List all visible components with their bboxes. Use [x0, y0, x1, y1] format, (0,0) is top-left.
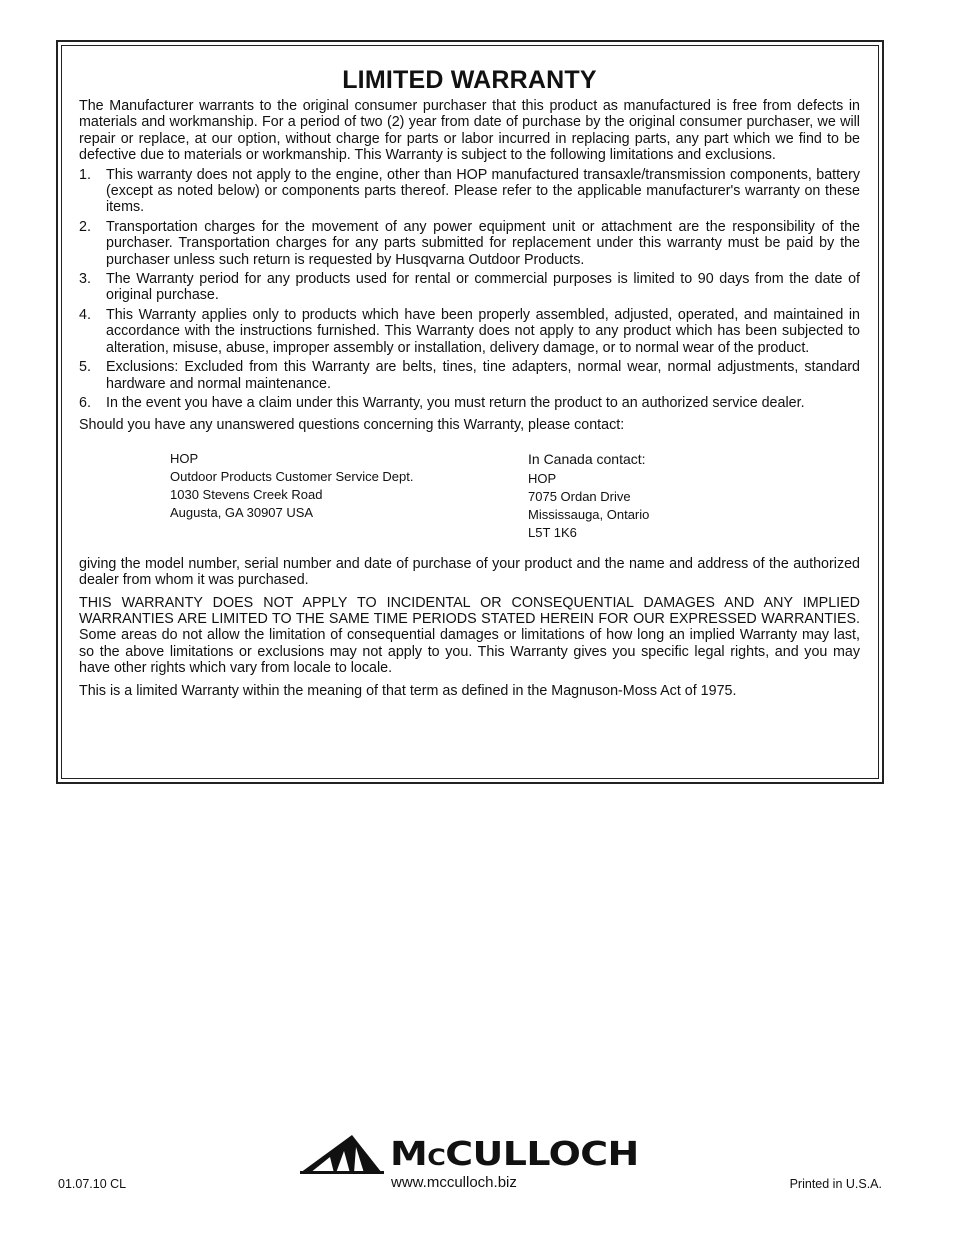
clause-item [79, 167, 860, 216]
clause-number: 6. [79, 394, 91, 411]
date-code: 01.07.10 CL [58, 1177, 127, 1191]
clause-text: This warranty does not apply to the engine, other than HOP manufactured transaxle/transmission components, battery (except as noted below) or components parts thereof. Please refer to the applicable manufacturer's warranty on these items. [106, 166, 860, 216]
logo-rest: CULLOCH [445, 1134, 639, 1173]
clause-number: 2. [79, 218, 91, 235]
addresses [79, 450, 860, 542]
warranty-inner-border [61, 45, 879, 779]
contact-prompt: Should you have any unanswered questions concerning this Warranty, please contact: [79, 417, 625, 434]
mcculloch-logo [300, 1133, 642, 1175]
clause-text: The Warranty period for any products used for rental or commercial purposes is limited to 90 days from the date of original purchase. [106, 271, 860, 304]
clause-number: 5. [79, 359, 91, 376]
canada-address [528, 450, 649, 542]
clause-number: 1. [79, 166, 91, 183]
clause-item [79, 359, 860, 392]
clause-number: 4. [79, 306, 91, 323]
clause-number: 3. [79, 271, 91, 288]
canada-address-line: L5T 1K6 [528, 524, 577, 540]
us-address-line: 1030 Stevens Creek Road [170, 486, 323, 502]
clause-text: Exclusions: Excluded from this Warranty are belts, tines, tine adapters, normal wear, normal adjustments, standard hardware and normal maintenance. [106, 359, 860, 392]
warranty-intro: The Manufacturer warrants to the original consumer purchaser that this product as manufactured is free from defects in materials and workmanship. For a period of two (2) year from date of purchase by the original consumer purchaser, we will repair or replace, at our option, without charge for parts or labor incurred in replacing parts, any part which we find to be defective due to materials or workmanship. This Warranty is subject to the following limitations and exclusions. [79, 98, 860, 164]
logo-emblem-icon [300, 1133, 390, 1175]
warranty-clauses [79, 167, 860, 412]
clause-text: This Warranty applies only to products which have been properly assembled, adjusted, operated, and maintained in accordance with the instructions furnished. This Warranty does not apply to any product which has been subjected to alteration, misuse, abuse, improper assembly or installation, delivery damage, or to normal wear of the product. [106, 306, 860, 356]
canada-address-line: HOP [528, 470, 557, 486]
logo-wordmark [390, 1135, 639, 1178]
warranty-title: LIMITED WARRANTY [342, 66, 597, 94]
clause-text: Transportation charges for the movement of any power equipment unit or attachment are the responsibility of the purchaser. Transportation charges for any parts submitted for replacement under this warranty must be paid by the purchaser unless such return is requested by Husqvarna Outdoor Products. [106, 218, 860, 268]
website-link[interactable]: www.mcculloch.biz [391, 1174, 517, 1191]
logo-letter-m: M [390, 1134, 428, 1173]
canada-heading: In Canada contact: [528, 450, 646, 467]
canada-address-line: Mississauga, Ontario [528, 506, 650, 522]
clause-item [79, 219, 860, 268]
clause-item [79, 307, 860, 356]
us-address-line: Outdoor Products Customer Service Dept. [170, 468, 414, 484]
canada-address-line: 7075 Ordan Drive [528, 488, 631, 504]
giving-paragraph: giving the model number, serial number and date of purchase of your product and the name and address of the authorized dealer from whom it was purchased. [79, 555, 860, 589]
magnuson-paragraph: This is a limited Warranty within the meaning of that term as defined in the Magnuson-Moss Act of 1975. [79, 682, 737, 699]
clause-text: In the event you have a claim under this Warranty, you must return the product to an authorized service dealer. [106, 394, 805, 411]
us-address-line: Augusta, GA 30907 USA [170, 504, 314, 520]
us-address-line: HOP [170, 450, 199, 466]
us-address [170, 450, 414, 522]
logo-letter-c: C [427, 1146, 446, 1171]
warranty-box [56, 40, 884, 784]
printed-in: Printed in U.S.A. [789, 1177, 882, 1191]
clause-item [79, 395, 860, 411]
disclaimer-paragraph: THIS WARRANTY DOES NOT APPLY TO INCIDENTAL OR CONSEQUENTIAL DAMAGES AND ANY IMPLIED WARRANTIES ARE LIMITED TO THE SAME TIME PERIODS STATED HEREIN FOR OUR EXPRESSED WARRANTIES. Some areas do not allow the limitation of consequential damages or limitations of how long an implied Warranty may last, so the above limitations or exclusions may not apply to you. This Warranty gives you specific legal rights, and you may have other rights which vary from locale to locale. [79, 594, 860, 677]
clause-item [79, 271, 860, 304]
